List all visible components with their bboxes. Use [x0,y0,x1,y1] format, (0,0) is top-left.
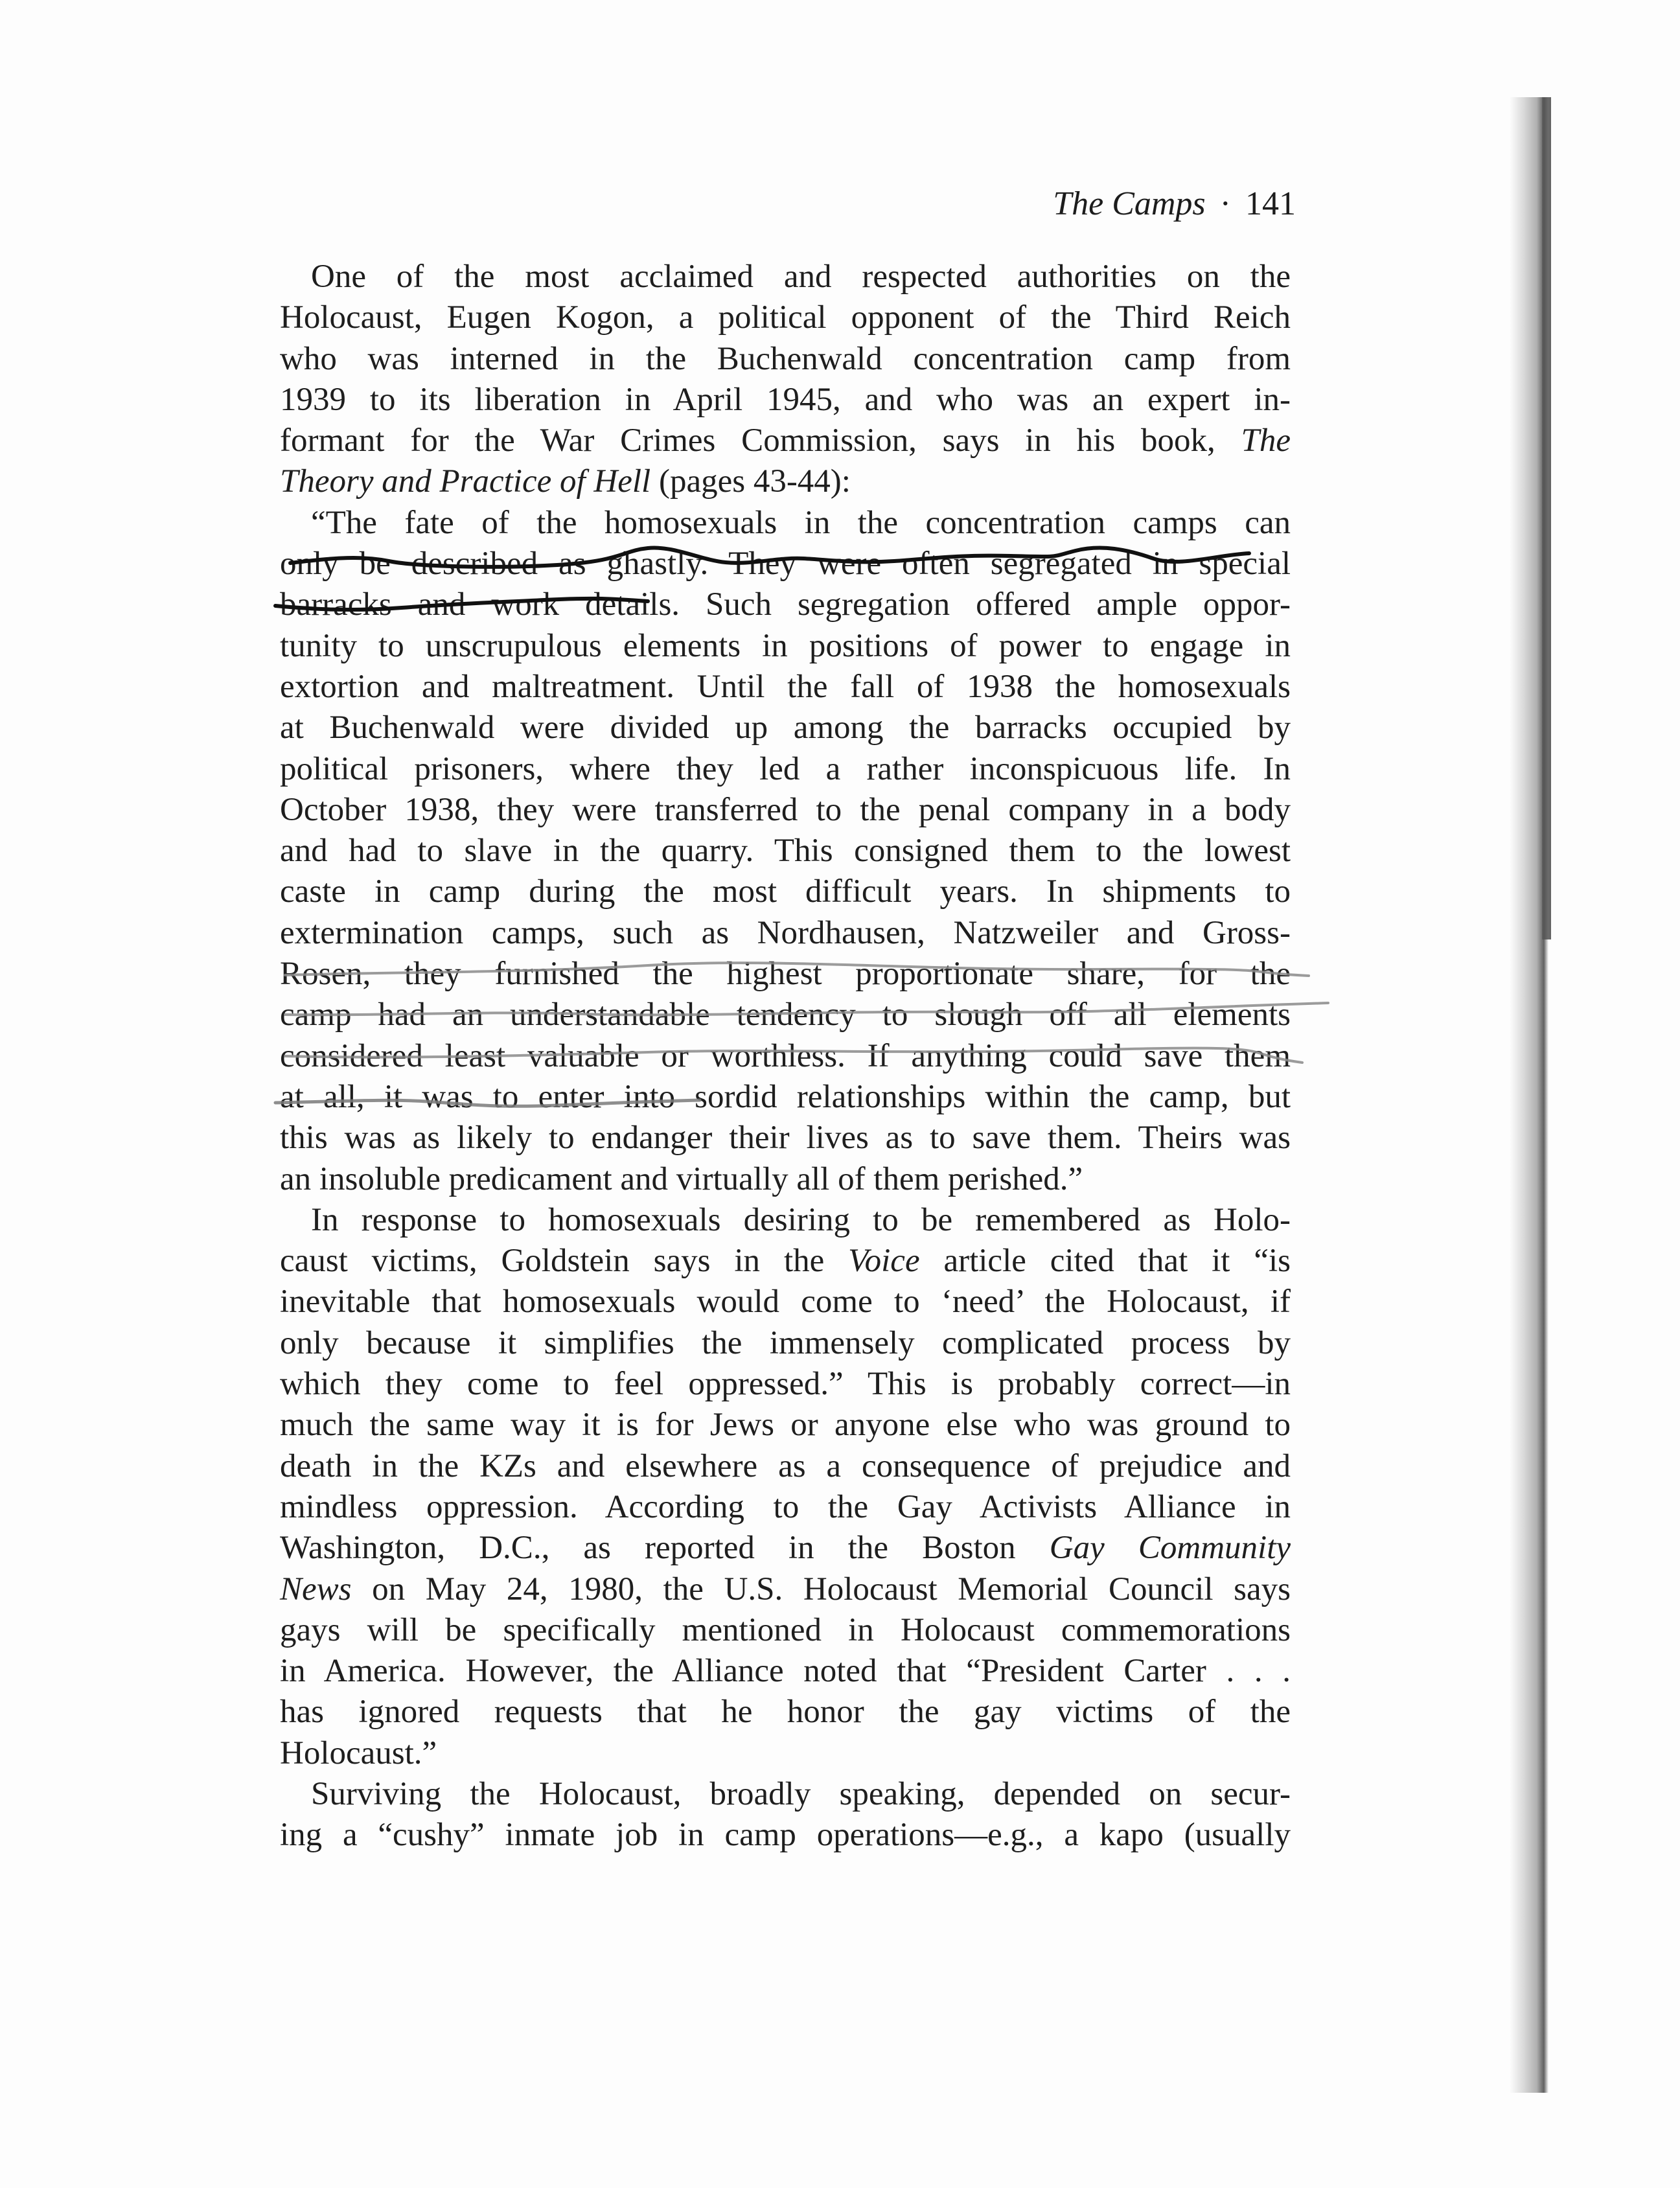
text-line: only be described as ghastly. They were often segregated in special [280,546,1291,582]
publication-title: News [280,1571,352,1607]
chapter-title: The Camps [1053,185,1206,222]
text-line: has ignored requests that he honor the gay victims of the [280,1694,1291,1731]
running-head [985,185,1296,223]
text-line: death in the KZs and elsewhere as a consequence of prejudice and [280,1447,1291,1484]
text-span: Washington, D.C., as reported in the Boston [280,1530,1050,1567]
text-line: camp had an understandable tendency to slough off all elements [280,996,1291,1033]
text-line: which they come to feel oppressed.” This is probably correct—in [280,1366,1291,1403]
text-span: on May 24, 1980, the U.S. Holocaust Memorial Council says [351,1571,1291,1607]
text-line: Holocaust.” [280,1734,437,1771]
running-head-separator: · [1219,185,1231,222]
body-text [280,257,1291,1856]
text-line: in America. However, the Alliance noted that “President Carter . . . [280,1653,1291,1690]
text-line [280,1241,1291,1282]
text-line [280,461,1291,502]
text-line: “The fate of the homosexuals in the concentration camps can [311,504,1291,541]
text-span: caust victims, Goldstein says in the [280,1243,849,1280]
text-line: inevitable that homosexuals would come to ‘need’ the Holocaust, if [280,1284,1291,1320]
text-line: gays will be specifically mentioned in Holocaust commemorations [280,1611,1291,1648]
book-title: The [1241,422,1291,459]
text-line: extortion and maltreatment. Until the fall of 1938 the homosexuals [280,668,1291,705]
text-line: In response to homosexuals desiring to be remembered as Holo- [311,1201,1291,1238]
text-line: who was interned in the Buchenwald concentration camp from [280,340,1291,377]
text-span: formant for the War Crimes Commission, says in his book, [280,422,1241,459]
binding-edge [1542,97,1551,939]
text-line: at Buchenwald were divided up among the barracks occupied by [280,709,1291,746]
text-line [280,1528,1291,1569]
text-line: 1939 to its liberation in April 1945, and who was an expert in- [280,381,1291,418]
publication-title: Gay Community [1049,1530,1291,1567]
text-line [280,1569,1291,1610]
text-line: political prisoners, where they led a rather inconspicuous life. In [280,750,1291,787]
text-line: at all, it was to enter into sordid relationships within the camp, but [280,1078,1291,1115]
text-line: ing a “cushy” inmate job in camp operations—e.g., a kapo (usually [280,1817,1291,1854]
text-span: article cited that it “is [919,1243,1291,1280]
text-line: October 1938, they were transferred to the penal company in a body [280,791,1291,828]
text-line: barracks and work details. Such segregation offered ample oppor- [280,586,1291,623]
text-line: an insoluble predicament and virtually all of them perished.” [280,1160,1083,1197]
text-line: caste in camp during the most difficult years. In shipments to [280,873,1291,910]
text-line: this was as likely to endanger their lives as to save them. Theirs was [280,1120,1291,1157]
text-line: tunity to unscrupulous elements in positions of power to engage in [280,627,1291,664]
text-line: mindless oppression. According to the Gay Activists Alliance in [280,1488,1291,1525]
text-line: One of the most acclaimed and respected authorities on the [311,259,1291,295]
text-line: Surviving the Holocaust, broadly speaking, depended on secur- [311,1775,1291,1812]
text-line: and had to slave in the quarry. This consigned them to the lowest [280,833,1291,869]
publication-title: Voice [848,1243,920,1280]
page-number: 141 [1245,185,1296,222]
text-line: considered least valuable or worthless. If anything could save them [280,1037,1291,1074]
text-line: much the same way it is for Jews or anyone else who was ground to [280,1407,1291,1444]
text-line: only because it simplifies the immensely complicated process by [280,1324,1291,1361]
text-span: (pages 43-44): [650,463,851,500]
book-title: Theory and Practice of Hell [280,463,651,500]
text-line [280,420,1291,461]
text-line: extermination camps, such as Nordhausen, Natzweiler and Gross- [280,914,1291,951]
text-line: Rosen, they furnished the highest proportionate share, for the [280,956,1291,993]
text-line: Holocaust, Eugen Kogon, a political opponent of the Third Reich [280,299,1291,336]
